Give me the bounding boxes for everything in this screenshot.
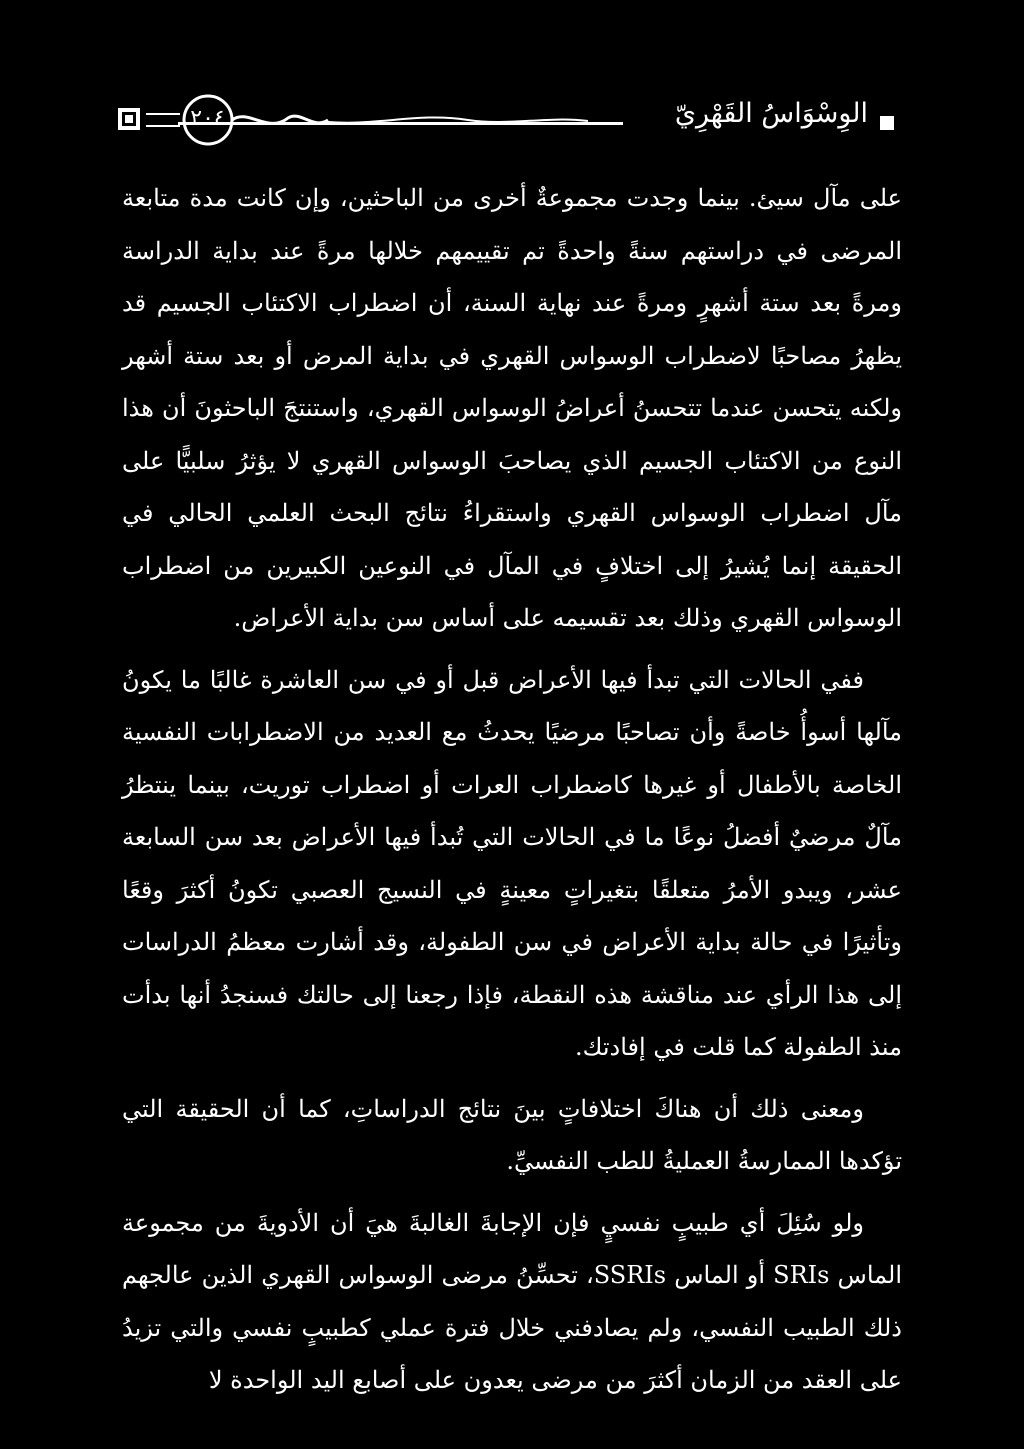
paragraph-text: ومعنى ذلك أن هناكَ اختلافاتٍ بينَ نتائج الدراساتِ، كما أن الحقيقة التي تؤكدها الممارسةُ العمليةُ للطب النفسيِّ. xyxy=(122,1094,902,1175)
body-text xyxy=(122,172,902,1407)
page-number: ٢٠٤ xyxy=(190,106,226,131)
paragraph-text: ولو سُئِلَ أي طبيبٍ نفسيٍ فإن الإجابةَ الغالبةَ هيَ أن الأدويةَ من مجموعة الماس SRIs أو الماس SSRIs، تحسِّنُ مرضى الوسواس القهري الذين عالجهم ذلك الطبيب النفسي، ولم يصادفني خلال فترة عملي كطبيبٍ نفسي والتي تزيدُ على العقد من الزمان أكثرَ من مرضى يعدون على أصابع اليد الواحدة لا xyxy=(122,1208,903,1394)
paragraph xyxy=(122,654,902,1074)
paragraph xyxy=(122,172,902,645)
running-header xyxy=(118,82,898,152)
paragraph xyxy=(122,1197,902,1407)
header-square-mark xyxy=(880,116,894,130)
paragraph xyxy=(122,1083,902,1188)
running-title: الوِسْوَاسُ القَهْرِيّ xyxy=(674,98,868,129)
header-rule xyxy=(178,122,623,125)
paragraph-text: ففي الحالات التي تبدأ فيها الأعراض قبل أو في سن العاشرة غالبًا ما يكونُ مآلها أسوأُ خاصةً وأن تصاحبًا مرضيًا يحدثُ مع العديد من الاضطرابات النفسية الخاصة بالأطفال أو غيرها كاضطراب العرات أو اضطراب توريت، بينما ينتظرُ مآلٌ مرضيٌ أفضلُ نوعًا ما في الحالات التي تُبدأ فيها الأعراض بعد سن السابعة عشر، ويبدو الأمرُ متعلقًا بتغيراتٍ معينةٍ في النسيج العصبي تكونُ أكثرَ وقعًا وتأثيرًا في حالة بداية الأعراض في سن الطفولة، وقد أشارت معظمُ الدراسات إلى هذا الرأي عند مناقشة هذه النقطة، فإذا رجعنا إلى حالتك فسنجدُ أنها بدأت منذ الطفولة كما قلت في إفادتك. xyxy=(122,665,902,1061)
paragraph-text: على مآل سيئ. بينما وجدت مجموعةٌ أخرى من الباحثين، وإن كانت مدة متابعة المرضى في دراستهم سنةً واحدةً تم تقييمهم خلالها مرةً عند بداية الدراسة ومرةً بعد ستة أشهرٍ ومرةً عند نهاية السنة، أن اضطراب الاكتئاب الجسيم قد يظهرُ مصاحبًا لاضطراب الوسواس القهري في بداية المرض أو بعد ستة أشهر ولكنه يتحسن عندما تتحسنُ أعراضُ الوسواس القهري، واستنتجَ الباحثونَ أن هذا النوع من الاكتئاب الجسيم الذي يصاحبَ الوسواس القهري لا يؤثرُ سلبيًّا على مآل اضطراب الوسواس القهري واستقراءُ نتائج البحث العلمي الحالي في الحقيقة إنما يُشيرُ إلى اختلافٍ في المآل في النوعين الكبيرين من اضطراب الوسواس القهري وذلك بعد تقسيمه على أساس سن بداية الأعراض. xyxy=(122,184,902,632)
